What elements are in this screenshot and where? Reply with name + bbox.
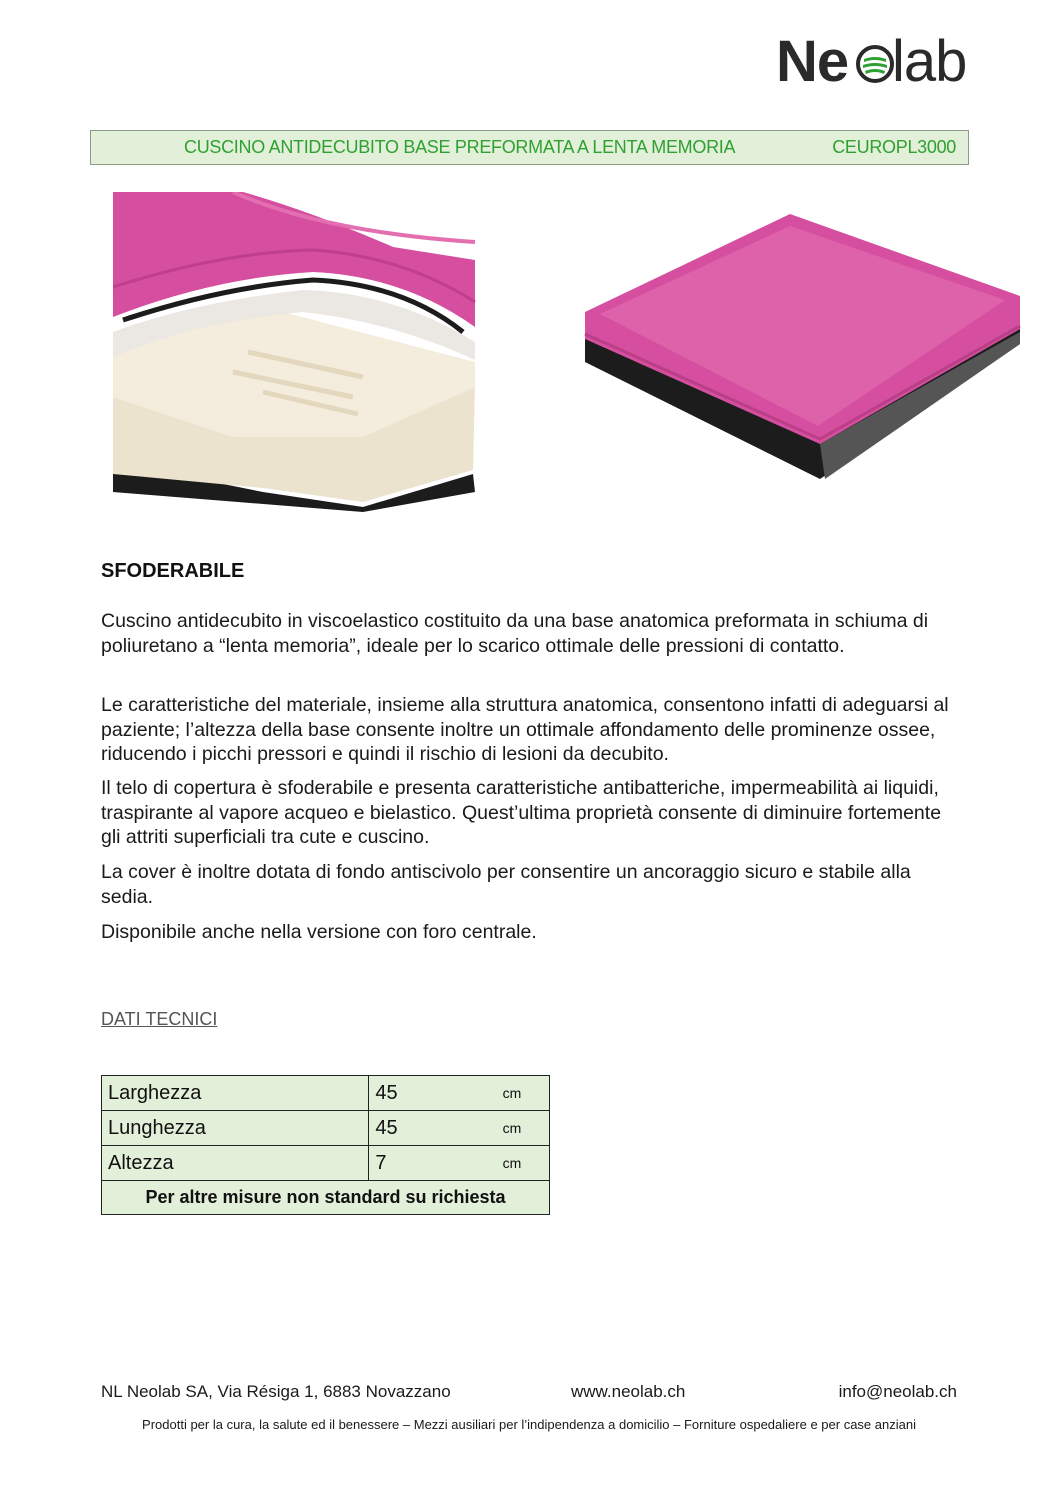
product-code: CEUROPL3000	[832, 137, 956, 157]
logo-text-left: Ne	[776, 29, 849, 94]
description-paragraph: Il telo di copertura è sfoderabile e presenta caratteristiche antibatteriche, impermeabilità ai liquidi, traspirante al vapore acqueo e bielastico. Quest’ultima proprietà consente di diminuire fortemente gli attriti superficiali tra cute e cuscino.	[101, 777, 942, 848]
footer-address: NL Neolab SA, Via Résiga 1, 6883 Novazzano	[101, 1382, 451, 1401]
cushion-pink-cover-photo	[580, 214, 1025, 490]
footer-tagline: Prodotti per la cura, la salute ed il benessere – Mezzi ausiliari per l’indipendenza a domicilio – Forniture ospedaliere e per case anziani	[142, 1417, 916, 1432]
cushion-open-foam-photo	[113, 192, 478, 512]
specs-note: Per altre misure non standard su richiesta	[102, 1181, 550, 1215]
table-row	[102, 1111, 550, 1146]
spec-value: 45	[369, 1111, 497, 1146]
footer-email-link[interactable]: info@neolab.ch	[838, 1382, 957, 1401]
table-row	[102, 1146, 550, 1181]
footer-website-link[interactable]: www.neolab.ch	[571, 1382, 686, 1401]
description-paragraph: Le caratteristiche del materiale, insieme alla struttura anatomica, consentono infatti di adeguarsi al paziente; l’altezza della base consente inoltre un ottimale affondamento delle prominenze ossee, riducendo i picchi pressori e quindi il rischio di lesioni da decubito.	[101, 694, 949, 765]
spec-unit: cm	[497, 1076, 550, 1111]
table-row	[102, 1181, 550, 1215]
product-name: CUSCINO ANTIDECUBITO BASE PREFORMATA A LENTA MEMORIA	[184, 137, 736, 157]
spec-unit: cm	[497, 1111, 550, 1146]
product-title-bar	[90, 130, 969, 165]
spec-value: 7	[369, 1146, 497, 1181]
spec-label: Altezza	[102, 1146, 369, 1181]
description-paragraph: Cuscino antidecubito in viscoelastico costituito da una base anatomica preformata in schiuma di poliuretano a “lenta memoria”, ideale per lo scarico ottimale delle pressioni di contatto.	[101, 610, 929, 657]
spec-label: Lunghezza	[102, 1111, 369, 1146]
specs-table	[101, 1075, 550, 1215]
table-row	[102, 1076, 550, 1111]
spec-unit: cm	[497, 1146, 550, 1181]
company-logo	[776, 30, 996, 94]
spec-value: 45	[369, 1076, 497, 1111]
logo-globe-icon	[856, 45, 894, 83]
specs-section-title: DATI TECNICI	[101, 1009, 218, 1029]
section-heading: SFODERABILE	[101, 560, 245, 582]
description-paragraph: La cover è inoltre dotata di fondo antiscivolo per consentire un ancoraggio sicuro e stabile alla sedia.	[101, 861, 911, 908]
logo-text-right: lab	[892, 29, 967, 94]
description-paragraph: Disponibile anche nella versione con foro centrale.	[101, 921, 537, 943]
spec-label: Larghezza	[102, 1076, 369, 1111]
